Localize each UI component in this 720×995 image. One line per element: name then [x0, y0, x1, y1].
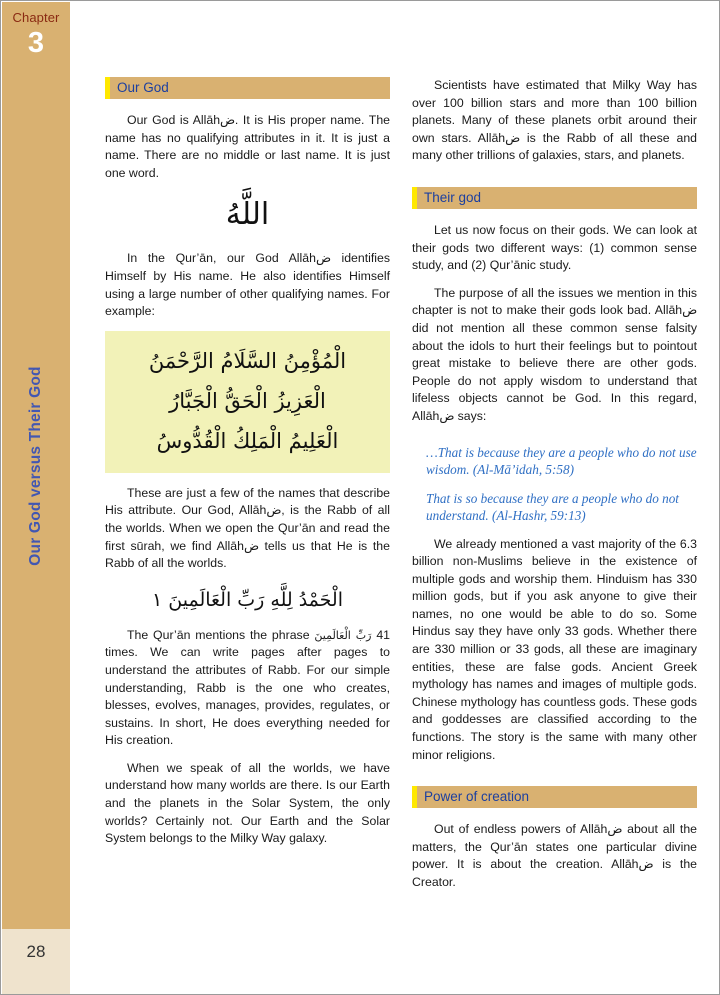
paragraph: Out of endless powers of Allāhض about all the matters, the Qur’ān states one particular divine power. It is about the creation. Allāhض is the Creator. [412, 822, 698, 889]
page-number: 28 [26, 942, 46, 961]
arabic-names-row: الْعَلِيمُ الْمَلِكُ الْقُدُّوسُ [156, 428, 339, 453]
two-column-layout [105, 77, 697, 892]
quran-quotation: That is so because they are a people who do not understand. (Al-Hashr, 59:13) [426, 490, 679, 523]
section-heading-label: Our God [117, 80, 169, 95]
paragraph-text-before: The Qur’ān mentions the phrase [127, 627, 315, 642]
paragraph: These are just a few of the names that describe His attribute. Our God, Allāhض, is the Rabb of all the worlds. When we open the Qur’ān and read the first sūrah, we find Allāhض tells us that He is the Rabb of all the worlds. [105, 485, 390, 571]
paragraph-text-after: 41 times. We can write pages after pages to understand the attributes of Rabb. For our simple understanding, Rabb is the one who creates, blesses, evolves, manages, provides, regulates, or sustains. In short, He does everything needed for His creation. [105, 627, 390, 748]
spacer [412, 774, 697, 786]
paragraph: Our God is Allāhض. It is His proper name. The name has no qualifying attributes in it. It is just a name. There are no middle or last name. It is just one word. [105, 113, 390, 180]
section-heading-power-of-creation [412, 786, 697, 808]
page-content [105, 77, 697, 892]
paragraph: Scientists have estimated that Milky Way has over 100 billion stars and more than 100 billion planets. Many of these planets orbit around their own stars. Allāhض is the Rabb of all these and many other trillions of galaxies, stars, and planets. [412, 78, 697, 163]
arabic-names-row: الْمُؤْمِنُ السَّلَامُ الرَّحْمَنُ [148, 348, 347, 373]
arabic-allah-calligraphy: اللَّهُ [225, 197, 270, 233]
paragraph-with-inline-arabic [105, 627, 390, 750]
paragraph: The purpose of all the issues we mention in this chapter is not to make their gods look bad. Allāhض did not mention all these common sense falsity about the idols to hurt their feelings but to pointout great mistake to believe there are other gods. People do not apply wisdom to understand that lifeless objects cannot be God. In this regard, Allāhض says: [412, 285, 697, 423]
right-column [412, 77, 697, 892]
chapter-sidebar [2, 2, 70, 929]
chapter-label: Chapter [12, 10, 60, 25]
paragraph: In the Qur’ān, our God Allāhض identifies Himself by His name. He also identifies Himself using a large number of other qualifying names. For example: [105, 251, 390, 319]
spacer [412, 175, 697, 187]
left-column [105, 77, 390, 848]
section-heading-label: Their god [424, 189, 482, 205]
arabic-divine-names-box [105, 331, 390, 473]
running-title-wrapper [2, 2, 70, 929]
inline-arabic-phrase: رَبِّ الْعَالَمِينَ [314, 628, 372, 642]
page-number-block [2, 929, 70, 994]
paragraph: We already mentioned a vast majority of the 6.3 billion non-Muslims believe in the existence of multiple gods and worship them. Hinduism has 330 million gods, but if you ask anyone to give their names, no one would be able to do so. Some Hindus say they have only 33 gods. Whether there are 330 million or 33 gods, all these are imaginary entities, these are false gods. Ancient Greek mythology has names and images of multiple gods. Chinese mythology has countless gods. These gods and goddesses are classified according to the functions. The story is the same with many other minor religions. [412, 536, 697, 762]
spacer [412, 436, 697, 444]
section-heading-our-god [105, 77, 390, 99]
paragraph: Let us now focus on their gods. We can look at their gods two different ways: (1) common sense study, and (2) Qur’ānic study. [412, 222, 697, 273]
chapter-marker [2, 10, 70, 59]
section-heading-label: Power of creation [424, 789, 530, 805]
arabic-names-row: الْعَزِيزُ الْحَقُّ الْجَبَّارُ [169, 388, 326, 413]
running-title: Our God versus Their God [27, 365, 44, 566]
section-heading-their-god [412, 187, 697, 209]
quran-quotation: …That is because they are a people who do not use wisdom. (Al-Mā’idah, 5:58) [426, 444, 697, 477]
arabic-quran-verse: الْحَمْدُ لِلَّهِ رَبِّ الْعَالَمِينَ ١ [152, 588, 343, 611]
chapter-number: 3 [27, 27, 45, 59]
paragraph: When we speak of all the worlds, we have understand how many worlds are there. Is our Earth and the planets in the Solar System, the only worlds? Certainly not. Our Earth and the Solar System belongs to the Milky Way galaxy. [105, 760, 390, 846]
